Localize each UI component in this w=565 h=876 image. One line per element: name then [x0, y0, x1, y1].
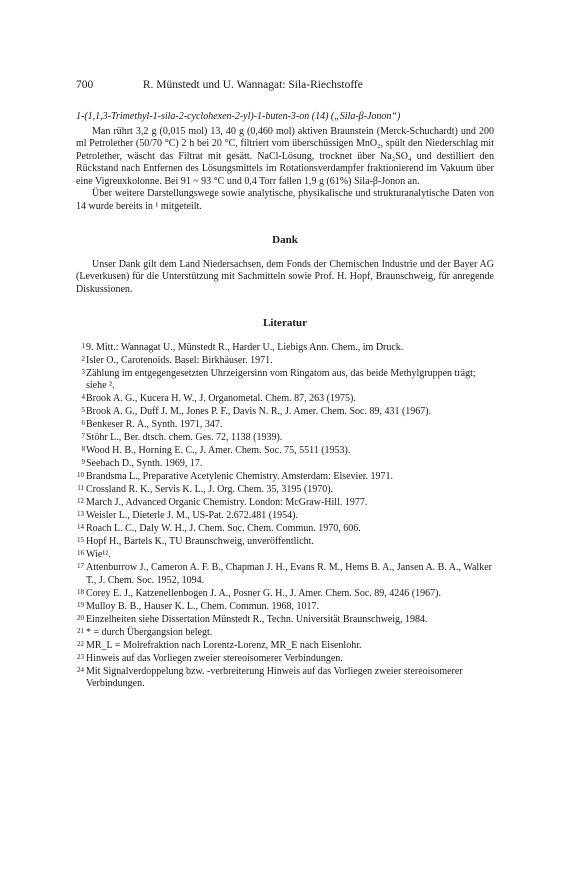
reference-number: 16	[77, 549, 84, 557]
reference-item	[76, 627, 494, 640]
reference-item	[76, 471, 494, 484]
reference-number: 1	[81, 341, 85, 350]
reference-item	[76, 368, 494, 393]
reference-text: Wie¹².	[86, 549, 111, 560]
reference-text: Stöhr L., Ber. dtsch. chem. Ges. 72, 1138 (1939).	[86, 432, 283, 443]
compound-title: 1-(1,1,3-Trimethyl-1-sila-2-cyclohexen-2-yl)-1-buten-3-on (14) („Sila-β-Jonon“)	[76, 111, 401, 122]
page-body	[76, 111, 494, 691]
reference-text: 9. Mitt.: Wannagat U., Münstedt R., Harder U., Liebigs Ann. Chem., im Druck.	[86, 341, 404, 353]
reference-item	[76, 497, 494, 510]
running-title: R. Münstedt und U. Wannagat: Sila-Riechstoffe	[142, 79, 363, 91]
reference-text: Wood H. B., Horning E. C., J. Amer. Chem. Soc. 75, 5511 (1953).	[86, 445, 351, 456]
reference-number: 23	[77, 652, 84, 661]
reference-number: 22	[77, 639, 84, 648]
reference-text: * = durch Übergangsion belegt.	[86, 626, 213, 638]
reference-item	[76, 588, 494, 601]
reference-number: 12	[77, 497, 84, 505]
procedure-paragraph: Man rührt 3,2 g (0,015 mol) 13, 40 g (0,460 mol) aktiven Braunstein (Merck-Schuchardt) und 200 ml Petrolether (50/70 °C) 2 h bei 20 °C, filtriert vom überschüssigen MnO₂, spült den Niederschlag mit Petrolether, wäscht das Filtrat mit gesätt. NaCl-Lösung, trocknet über Na₂SO₄ und destilliert den Rückstand nach Entfernen des Lösungsmittels im Rotationsverdampfer fraktionierend im Vakuum über eine Vigreuxkolonne. Bei 91 ~ 93 °C und 0,4 Torr fallen 1,9 g (61%) Sila-β-Jonon an.	[76, 125, 494, 187]
reference-item	[76, 666, 494, 691]
reference-text: Hinweis auf das Vorliegen zweier stereoisomerer Verbindungen.	[86, 652, 343, 664]
literatur-heading: Literatur	[263, 317, 307, 329]
running-header	[76, 78, 496, 92]
reference-text: Brandsma L., Preparative Acetylenic Chemistry. Amsterdam: Elsevier. 1971.	[86, 471, 394, 482]
reference-text: Einzelheiten siehe Dissertation Münstedt R., Techn. Universität Braunschweig, 1984.	[86, 613, 428, 625]
reference-text: Brook A. G., Duff J. M., Jones P. F., Davis N. R., J. Amer. Chem. Soc. 89, 431 (1967).	[86, 406, 432, 417]
reference-text: Brook A. G., Kucera H. W., J. Organometal. Chem. 87, 263 (1975).	[86, 393, 356, 404]
reference-item	[76, 562, 494, 587]
reference-item	[76, 653, 494, 666]
reference-number: 18	[77, 587, 84, 596]
reference-text: Seebach D., Synth. 1969, 17.	[86, 458, 203, 469]
reference-item	[76, 445, 494, 458]
reference-number: 14	[77, 523, 84, 531]
reference-item	[76, 549, 494, 562]
reference-item	[76, 601, 494, 614]
reference-text: Corey E. J., Katzenellenbogen J. A., Posner G. H., J. Amer. Chem. Soc. 89, 4246 (1967).	[86, 587, 441, 599]
reference-number: 10	[77, 471, 84, 479]
reference-number: 13	[77, 510, 84, 518]
reference-item	[76, 614, 494, 627]
reference-item	[76, 342, 494, 355]
dank-text: Unser Dank gilt dem Land Niedersachsen, dem Fonds der Chemischen Industrie und der Bayer AG (Leverkusen) für die Unterstützung mit Sachmitteln sowie Prof. H. Hopf, Braunschweig, für anregende Diskussionen.	[76, 258, 494, 295]
reference-number: 20	[77, 613, 84, 622]
page-number: 700	[76, 79, 94, 91]
reference-item	[76, 355, 494, 368]
note-paragraph: Über weitere Darstellungswege sowie analytische, physikalische und strukturanalytische Daten von 14 wurde bereits in ¹ mitgeteilt.	[76, 188, 494, 212]
reference-item	[76, 484, 494, 497]
reference-number: 7	[81, 432, 85, 440]
reference-item	[76, 393, 494, 406]
reference-number: 9	[81, 458, 85, 466]
reference-number: 11	[77, 484, 84, 492]
reference-number: 24	[77, 665, 84, 674]
reference-item	[76, 510, 494, 523]
reference-text: Hopf H., Bartels K., TU Braunschweig, unveröffentlicht.	[86, 536, 314, 547]
reference-item	[76, 432, 494, 445]
reference-text: Weisler L., Dieterle J. M., US-Pat. 2.672.481 (1954).	[86, 510, 298, 521]
reference-item	[76, 536, 494, 549]
reference-text: MR_L = Molrefraktion nach Lorentz-Lorenz, MR_E nach Eisenlohr.	[86, 639, 362, 651]
reference-number: 21	[77, 626, 84, 635]
reference-number: 15	[77, 536, 84, 544]
reference-text: Zählung im entgegengesetzten Uhrzeigersinn vom Ringatom aus, das beide Methylgruppen trägt; siehe ².	[86, 367, 476, 391]
reference-number: 6	[81, 419, 85, 427]
reference-item	[76, 419, 494, 432]
reference-number: 4	[81, 393, 85, 401]
reference-item	[76, 406, 494, 419]
reference-number: 19	[77, 600, 84, 609]
dank-heading: Dank	[272, 234, 298, 246]
reference-number: 17	[77, 562, 84, 570]
reference-text: Benkeser R. A., Synth. 1971, 347.	[86, 419, 223, 430]
reference-text: Mulloy B. B., Hauser K. L., Chem. Commun. 1968, 1017.	[86, 600, 320, 612]
reference-text: Attenburrow J., Cameron A. F. B., Chapman J. H., Evans R. M., Hems B. A., Jansen A. B. A., Walker T., J. Chem. Soc. 1952, 1094.	[86, 562, 492, 586]
reference-text: Isler O., Carotenoids. Basel: Birkhäuser. 1971.	[86, 354, 273, 366]
reference-text: Crossland R. K., Servis K. L., J. Org. Chem. 35, 3195 (1970).	[86, 484, 334, 495]
reference-text: Mit Signalverdoppelung bzw. -verbreiterung Hinweis auf das Vorliegen zweier stereoisomerer Verbindungen.	[86, 665, 463, 689]
reference-list	[76, 342, 494, 691]
reference-text: March J., Advanced Organic Chemistry. London: McGraw-Hill. 1977.	[86, 497, 368, 508]
reference-text: Roach L. C., Daly W. H., J. Chem. Soc. Chem. Commun. 1970, 606.	[86, 523, 361, 534]
reference-number: 2	[81, 354, 85, 363]
reference-item	[76, 640, 494, 653]
reference-number: 8	[81, 445, 85, 453]
reference-item	[76, 523, 494, 536]
reference-item	[76, 458, 494, 471]
reference-number: 5	[81, 406, 85, 414]
reference-number: 3	[81, 367, 85, 376]
